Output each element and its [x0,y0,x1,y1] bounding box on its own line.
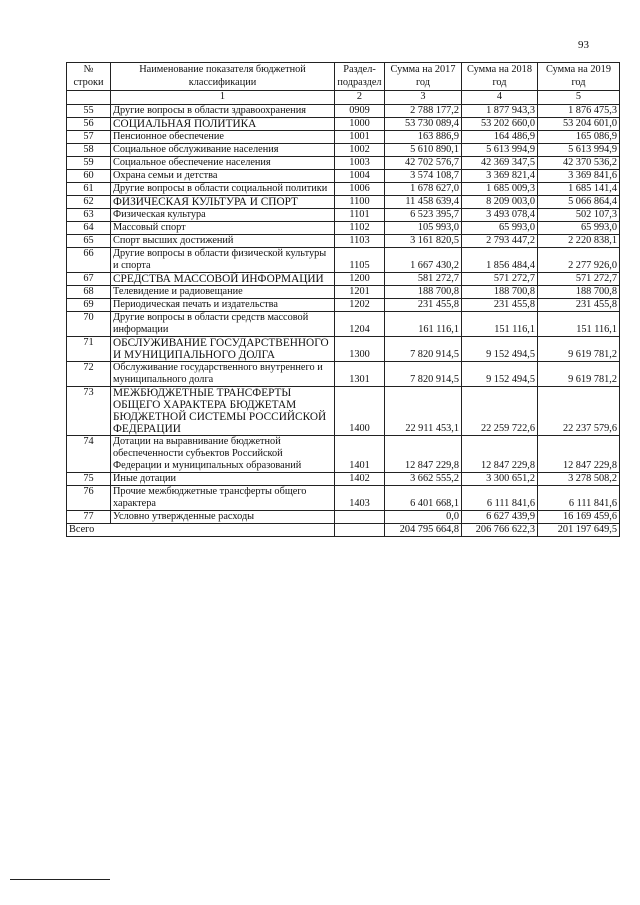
row-value-2017: 163 886,9 [385,130,462,143]
row-value-2017: 1 678 627,0 [385,182,462,195]
row-number: 59 [67,156,111,169]
row-name: Дотации на выравнивание бюджетной обеспеченности субъектов Российской Федерации и муниципальных образований [111,435,335,472]
footer-divider [10,879,110,880]
row-value-2017: 5 610 890,1 [385,143,462,156]
row-name: Массовый спорт [111,221,335,234]
row-code: 1401 [335,435,385,472]
index-cell [67,91,111,105]
row-value-2018: 9 152 494,5 [462,361,538,386]
row-value-2018: 151 116,1 [462,311,538,336]
row-number: 63 [67,208,111,221]
table-row [67,156,620,169]
budget-table [66,62,620,537]
row-code: 0909 [335,104,385,117]
row-name: Социальное обеспечение населения [111,156,335,169]
row-value-2019: 151 116,1 [538,311,620,336]
row-value-2018: 188 700,8 [462,285,538,298]
row-code: 1400 [335,386,385,435]
row-value-2017: 161 116,1 [385,311,462,336]
row-name: Охрана семьи и детства [111,169,335,182]
row-number: 75 [67,472,111,485]
row-number: 67 [67,272,111,285]
header-name: Наименование показателя бюджетной классификации [111,63,335,91]
row-value-2019: 22 237 579,6 [538,386,620,435]
row-number: 61 [67,182,111,195]
table-row [67,117,620,130]
row-number: 56 [67,117,111,130]
row-value-2019: 231 455,8 [538,298,620,311]
row-value-2019: 188 700,8 [538,285,620,298]
row-value-2019: 165 086,9 [538,130,620,143]
row-number: 55 [67,104,111,117]
header-sum-2018: Сумма на 2018 год [462,63,538,91]
row-number: 57 [67,130,111,143]
row-value-2019: 16 169 459,6 [538,510,620,523]
row-number: 72 [67,361,111,386]
row-number: 74 [67,435,111,472]
table-row [67,143,620,156]
row-value-2017: 12 847 229,8 [385,435,462,472]
table-row [67,195,620,208]
row-value-2017: 6 401 668,1 [385,485,462,510]
row-name: Другие вопросы в области физической культуры и спорта [111,247,335,272]
row-name: Условно утвержденные расходы [111,510,335,523]
table-row [67,386,620,435]
row-name: Другие вопросы в области социальной политики [111,182,335,195]
row-value-2019: 9 619 781,2 [538,336,620,361]
row-value-2018: 3 493 078,4 [462,208,538,221]
row-code: 1201 [335,285,385,298]
row-value-2018: 2 793 447,2 [462,234,538,247]
row-value-2018: 1 877 943,3 [462,104,538,117]
header-sum-2017: Сумма на 2017 год [385,63,462,91]
row-value-2018: 3 369 821,4 [462,169,538,182]
total-2017: 204 795 664,8 [385,523,462,536]
row-code: 1000 [335,117,385,130]
table-row [67,472,620,485]
row-value-2019: 3 369 841,6 [538,169,620,182]
table-row [67,247,620,272]
row-code: 1301 [335,361,385,386]
row-code: 1004 [335,169,385,182]
row-name: Телевидение и радиовещание [111,285,335,298]
row-code: 1006 [335,182,385,195]
row-value-2019: 5 066 864,4 [538,195,620,208]
row-value-2018: 571 272,7 [462,272,538,285]
row-value-2017: 7 820 914,5 [385,361,462,386]
row-name: Прочие межбюджетные трансферты общего характера [111,485,335,510]
table-row [67,104,620,117]
row-value-2017: 22 911 453,1 [385,386,462,435]
row-number: 71 [67,336,111,361]
row-name: Обслуживание государственного внутреннего и муниципального долга [111,361,335,386]
row-value-2018: 6 111 841,6 [462,485,538,510]
row-value-2018: 231 455,8 [462,298,538,311]
table-row [67,234,620,247]
row-value-2019: 502 107,3 [538,208,620,221]
header-sum-2019: Сумма на 2019 год [538,63,620,91]
row-value-2017: 3 574 108,7 [385,169,462,182]
table-row [67,311,620,336]
row-name: СОЦИАЛЬНАЯ ПОЛИТИКА [111,117,335,130]
row-value-2017: 53 730 089,4 [385,117,462,130]
row-code: 1202 [335,298,385,311]
row-name: Пенсионное обеспечение [111,130,335,143]
row-name: Физическая культура [111,208,335,221]
row-code: 1200 [335,272,385,285]
row-name: Спорт высших достижений [111,234,335,247]
total-row [67,523,620,536]
row-value-2017: 3 662 555,2 [385,472,462,485]
row-value-2019: 53 204 601,0 [538,117,620,130]
row-number: 77 [67,510,111,523]
row-value-2017: 2 788 177,2 [385,104,462,117]
row-code: 1001 [335,130,385,143]
header-row [67,63,620,91]
row-value-2018: 42 369 347,5 [462,156,538,169]
row-name: СРЕДСТВА МАССОВОЙ ИНФОРМАЦИИ [111,272,335,285]
row-value-2018: 5 613 994,9 [462,143,538,156]
row-number: 58 [67,143,111,156]
row-value-2017: 581 272,7 [385,272,462,285]
row-value-2019: 9 619 781,2 [538,361,620,386]
row-value-2017: 6 523 395,7 [385,208,462,221]
page-number: 93 [578,39,589,51]
row-number: 66 [67,247,111,272]
row-value-2017: 231 455,8 [385,298,462,311]
row-value-2018: 22 259 722,6 [462,386,538,435]
index-cell: 1 [111,91,335,105]
row-number: 69 [67,298,111,311]
row-value-2019: 3 278 508,2 [538,472,620,485]
row-number: 70 [67,311,111,336]
table-row [67,485,620,510]
table-row [67,130,620,143]
row-value-2019: 2 277 926,0 [538,247,620,272]
table-row [67,336,620,361]
row-number: 62 [67,195,111,208]
row-code: 1403 [335,485,385,510]
row-name: ФИЗИЧЕСКАЯ КУЛЬТУРА И СПОРТ [111,195,335,208]
row-value-2017: 42 702 576,7 [385,156,462,169]
row-value-2019: 5 613 994,9 [538,143,620,156]
row-name: Социальное обслуживание населения [111,143,335,156]
row-value-2018: 6 627 439,9 [462,510,538,523]
row-value-2018: 1 856 484,4 [462,247,538,272]
table-row [67,182,620,195]
row-value-2018: 164 486,9 [462,130,538,143]
row-value-2018: 65 993,0 [462,221,538,234]
row-value-2017: 188 700,8 [385,285,462,298]
table-row [67,169,620,182]
row-code: 1204 [335,311,385,336]
row-value-2017: 3 161 820,5 [385,234,462,247]
row-value-2018: 3 300 651,2 [462,472,538,485]
table-row [67,298,620,311]
total-label: Всего [67,523,335,536]
row-code: 1002 [335,143,385,156]
row-value-2019: 65 993,0 [538,221,620,234]
row-value-2018: 53 202 660,0 [462,117,538,130]
row-number: 73 [67,386,111,435]
row-value-2019: 2 220 838,1 [538,234,620,247]
header-num: № строки [67,63,111,91]
table-row [67,221,620,234]
row-value-2018: 9 152 494,5 [462,336,538,361]
row-value-2019: 571 272,7 [538,272,620,285]
row-name: Иные дотации [111,472,335,485]
row-value-2017: 7 820 914,5 [385,336,462,361]
row-name: МЕЖБЮДЖЕТНЫЕ ТРАНСФЕРТЫ ОБЩЕГО ХАРАКТЕРА БЮДЖЕТАМ БЮДЖЕТНОЙ СИСТЕМЫ РОССИЙСКОЙ ФЕДЕРАЦИИ [111,386,335,435]
row-name: Другие вопросы в области здравоохранения [111,104,335,117]
row-number: 64 [67,221,111,234]
table-row [67,272,620,285]
row-name: Периодическая печать и издательства [111,298,335,311]
header-code: Раздел-подраздел [335,63,385,91]
row-number: 60 [67,169,111,182]
row-value-2019: 1 876 475,3 [538,104,620,117]
row-code [335,510,385,523]
row-value-2018: 8 209 003,0 [462,195,538,208]
table-row [67,208,620,221]
row-code: 1103 [335,234,385,247]
total-2019: 201 197 649,5 [538,523,620,536]
index-cell: 2 [335,91,385,105]
index-cell: 3 [385,91,462,105]
table-row [67,361,620,386]
table-row [67,435,620,472]
row-code: 1300 [335,336,385,361]
row-number: 68 [67,285,111,298]
row-number: 76 [67,485,111,510]
index-row [67,91,620,105]
row-code: 1102 [335,221,385,234]
row-value-2017: 11 458 639,4 [385,195,462,208]
row-value-2019: 42 370 536,2 [538,156,620,169]
table-row [67,285,620,298]
row-value-2019: 12 847 229,8 [538,435,620,472]
row-value-2017: 105 993,0 [385,221,462,234]
row-value-2017: 0,0 [385,510,462,523]
row-number: 65 [67,234,111,247]
row-name: Другие вопросы в области средств массовой информации [111,311,335,336]
row-value-2019: 6 111 841,6 [538,485,620,510]
row-code: 1101 [335,208,385,221]
row-value-2019: 1 685 141,4 [538,182,620,195]
total-2018: 206 766 622,3 [462,523,538,536]
row-code: 1105 [335,247,385,272]
row-value-2018: 12 847 229,8 [462,435,538,472]
row-value-2018: 1 685 009,3 [462,182,538,195]
index-cell: 4 [462,91,538,105]
index-cell: 5 [538,91,620,105]
table-row [67,510,620,523]
row-name: ОБСЛУЖИВАНИЕ ГОСУДАРСТВЕННОГО И МУНИЦИПАЛЬНОГО ДОЛГА [111,336,335,361]
total-code [335,523,385,536]
row-value-2017: 1 667 430,2 [385,247,462,272]
row-code: 1003 [335,156,385,169]
row-code: 1100 [335,195,385,208]
row-code: 1402 [335,472,385,485]
